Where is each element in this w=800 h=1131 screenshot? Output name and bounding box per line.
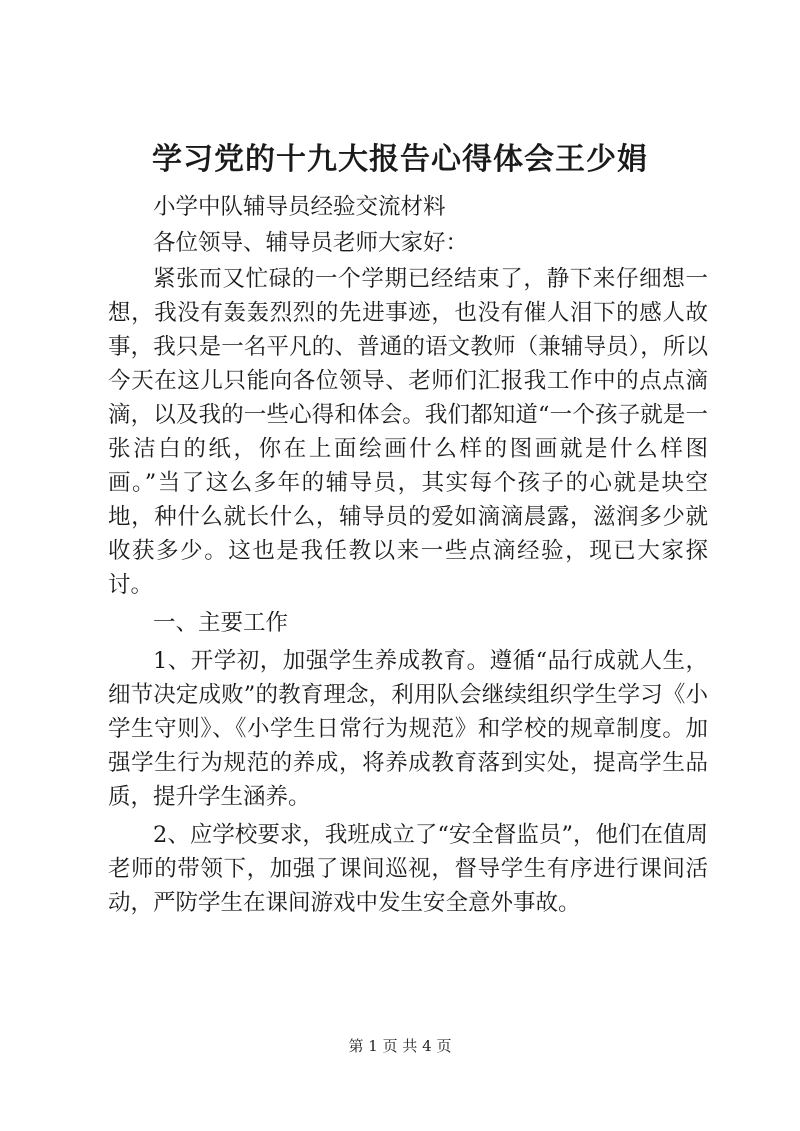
document-title: 学习党的十九大报告心得体会王少娟 xyxy=(152,142,648,177)
paragraph-greeting: 各位领导、辅导员老师大家好： xyxy=(153,230,469,256)
document-body xyxy=(108,190,708,924)
paragraph-item-2: 2、应学校要求，我班成立了“安全督监员”，他们在值周老师的带领下，加强了课间巡视，督导学生有序进行课间活动，严防学生在课间游戏中发生安全意外事故。 xyxy=(108,822,708,916)
page-number-footer: 第 1 页 共 4 页 xyxy=(348,1037,452,1055)
paragraph-intro: 紧张而又忙碌的一个学期已经结束了，静下来仔细想一想，我没有轰轰烈烈的先进事迹，也没有催人泪下的感人故事，我只是一名平凡的、普通的语文教师（兼辅导员），所以今天在这儿只能向各位领导、老师们汇报我工作中的点点滴滴，以及我的一些心得和体会。我们都知道“一个孩子就是一张洁白的纸，你在上面绘画什么样的图画就是什么样图画。”当了这么多年的辅导员，其实每个孩子的心就是块空地，种什么就长什么，辅导员的爱如滴滴晨露，滋润多少就收获多少。这也是我任教以来一些点滴经验，现已大家探讨。 xyxy=(108,266,708,598)
paragraph-section-heading: 一、主要工作 xyxy=(153,610,289,636)
paragraph-item-1: 1、开学初，加强学生养成教育。遵循“品行成就人生，细节决定成败”的教育理念，利用队会继续组织学生学习《小学生守则》、《小学生日常行为规范》和学校的规章制度。加强学生行为规范的养成，将养成教育落到实处，提高学生品质，提升学生涵养。 xyxy=(108,648,708,810)
paragraph-subtitle: 小学中队辅导员经验交流材料 xyxy=(153,194,446,220)
